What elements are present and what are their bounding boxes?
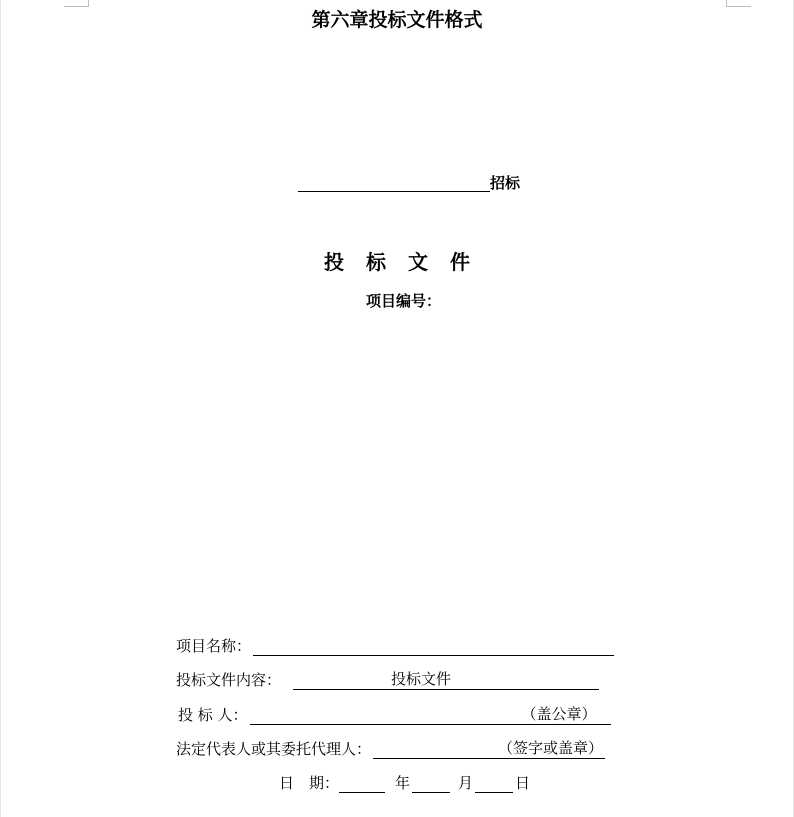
document-title: 投标文件: [324, 250, 492, 274]
tender-name-line: [298, 172, 520, 192]
tender-suffix: 招标: [490, 174, 521, 192]
day-field[interactable]: [475, 772, 513, 793]
project-number-label: 项目编号：: [366, 292, 442, 310]
project-name-row: [176, 634, 614, 656]
representative-label: 法定代表人或其委托代理人：: [176, 740, 372, 758]
crop-mark-left: [64, 0, 89, 7]
crop-mark-right: [726, 0, 751, 7]
representative-field[interactable]: [373, 738, 605, 759]
month-unit: 月: [458, 774, 474, 792]
project-name-label: 项目名称：: [176, 637, 252, 655]
bid-content-label: 投标文件内容：: [176, 671, 282, 689]
day-unit: 日: [515, 774, 531, 792]
chapter-title: 第六章投标文件格式: [311, 9, 483, 31]
year-field[interactable]: [339, 772, 385, 793]
date-row: [279, 771, 530, 793]
bid-content-field[interactable]: [293, 669, 599, 690]
year-unit: 年: [395, 774, 411, 792]
page-left-edge: [0, 0, 1, 817]
bidder-seal-note: （盖公章）: [521, 705, 597, 723]
representative-sign-note: （签字或盖章）: [498, 739, 604, 757]
bidder-label: 投 标 人：: [178, 706, 248, 724]
month-field[interactable]: [412, 772, 450, 793]
date-label: 日 期：: [279, 774, 340, 792]
representative-row: [176, 737, 605, 759]
bidder-field[interactable]: [250, 704, 611, 725]
project-name-field[interactable]: [253, 635, 614, 656]
bid-content-value: 投标文件: [391, 670, 452, 688]
bidder-row: [178, 703, 611, 725]
tender-name-blank[interactable]: [298, 173, 490, 192]
bid-content-row: [176, 668, 599, 690]
